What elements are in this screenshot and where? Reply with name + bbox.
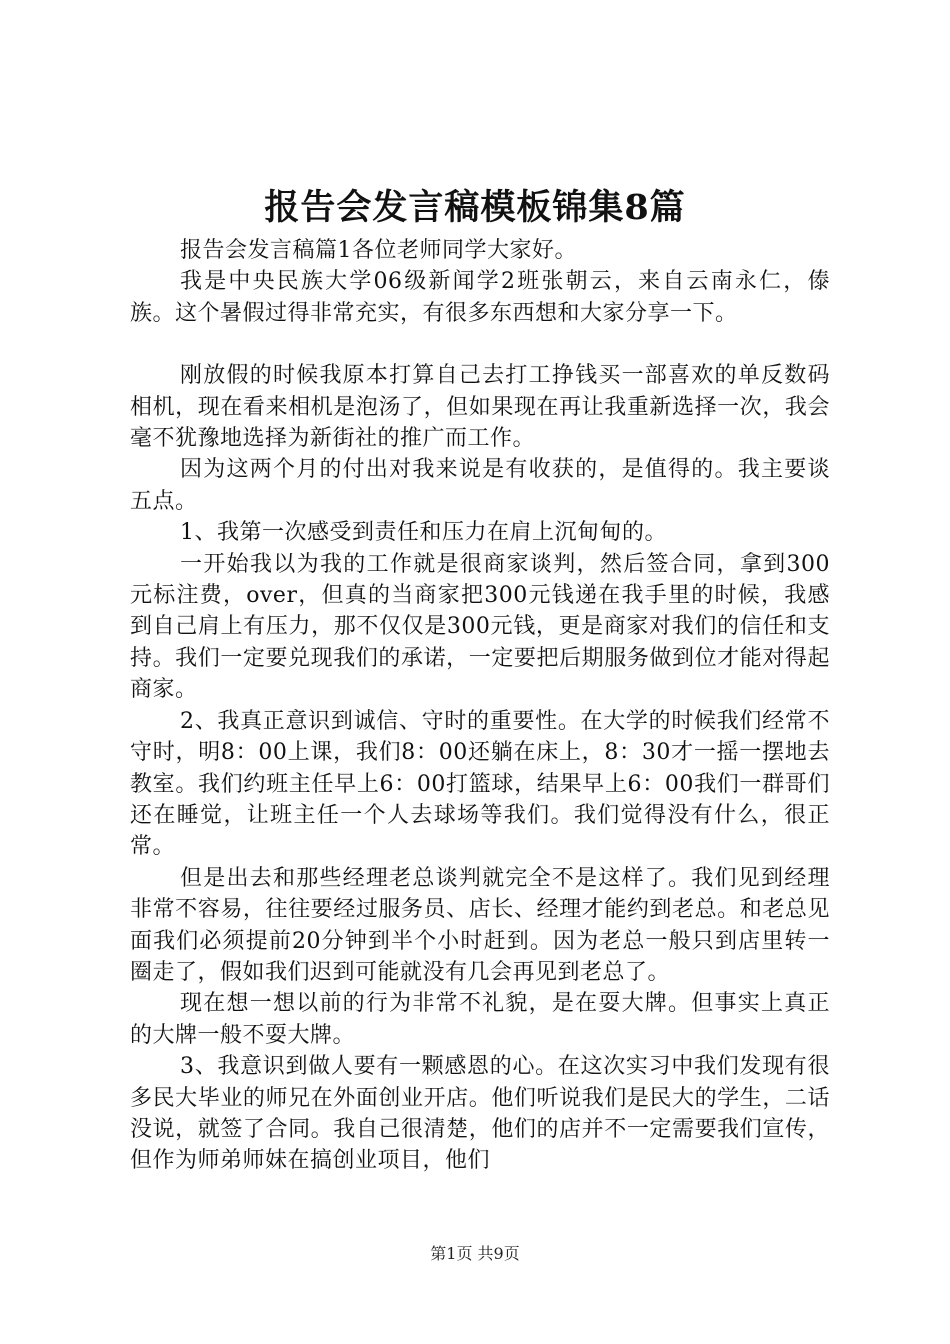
paragraph-reflection: 现在想一想以前的行为非常不礼貌，是在耍大牌。但事实上真正的大牌一般不耍大牌。: [130, 991, 830, 1048]
paragraph-point-2-detail: 但是出去和那些经理老总谈判就完全不是这样了。我们见到经理非常不容易，往往要经过服务员、店长、经理才能约到老总。和老总见面我们必须提前20分钟到半个小时赶到。因为老总一般只到店里转一圈走了，假如我们迟到可能就没有几会再见到老总了。: [130, 865, 830, 985]
paragraph-camera-plan: 刚放假的时候我原本打算自己去打工挣钱买一部喜欢的单反数码相机，现在看来相机是泡汤了，但如果现在再让我重新选择一次，我会毫不犹豫地选择为新街社的推广而工作。: [130, 363, 830, 452]
page-number-footer: 第1页 共9页: [430, 1244, 520, 1263]
paragraph-point-1-heading: 1、我第一次感受到责任和压力在肩上沉甸甸的。: [180, 520, 667, 546]
document-title: 报告会发言稿模板锦集8篇: [264, 187, 686, 228]
paragraph-greeting: 报告会发言稿篇1各位老师同学大家好。: [180, 238, 577, 263]
paragraph-five-points: 因为这两个月的付出对我来说是有收获的，是值得的。我主要谈五点。: [130, 457, 830, 514]
document-body: [130, 235, 830, 1177]
paragraph-point-3: 3、我意识到做人要有一颗感恩的心。在这次实习中我们发现有很多民大毕业的师兄在外面创业开店。他们听说我们是民大的学生，二话没说，就签了合同。我自己很清楚，他们的店并不一定需要我们宣传，但作为师弟师妹在搞创业项目，他们: [130, 1054, 830, 1174]
paragraph-point-1-detail: 一开始我以为我的工作就是很商家谈判，然后签合同，拿到300元标注费，over，但真的当商家把300元钱递在我手里的时候，我感到自己肩上有压力，那不仅仅是300元钱，更是商家对我们的信任和支持。我们一定要兑现我们的承诺，一定要把后期服务做到位才能对得起商家。: [130, 551, 831, 703]
paragraph-point-2: 2、我真正意识到诚信、守时的重要性。在大学的时候我们经常不守时，明8：00上课，我们8：00还躺在床上，8：30才一摇一摆地去教室。我们约班主任早上6：00打篮球，结果早上6：00我们一群哥们还在睡觉，让班主任一个人去球场等我们。我们觉得没有什么，很正常。: [130, 708, 830, 860]
paragraph-introduction: 我是中央民族大学06级新闻学2班张朝云，来自云南永仁，傣族。这个暑假过得非常充实，有很多东西想和大家分享一下。: [130, 269, 830, 326]
